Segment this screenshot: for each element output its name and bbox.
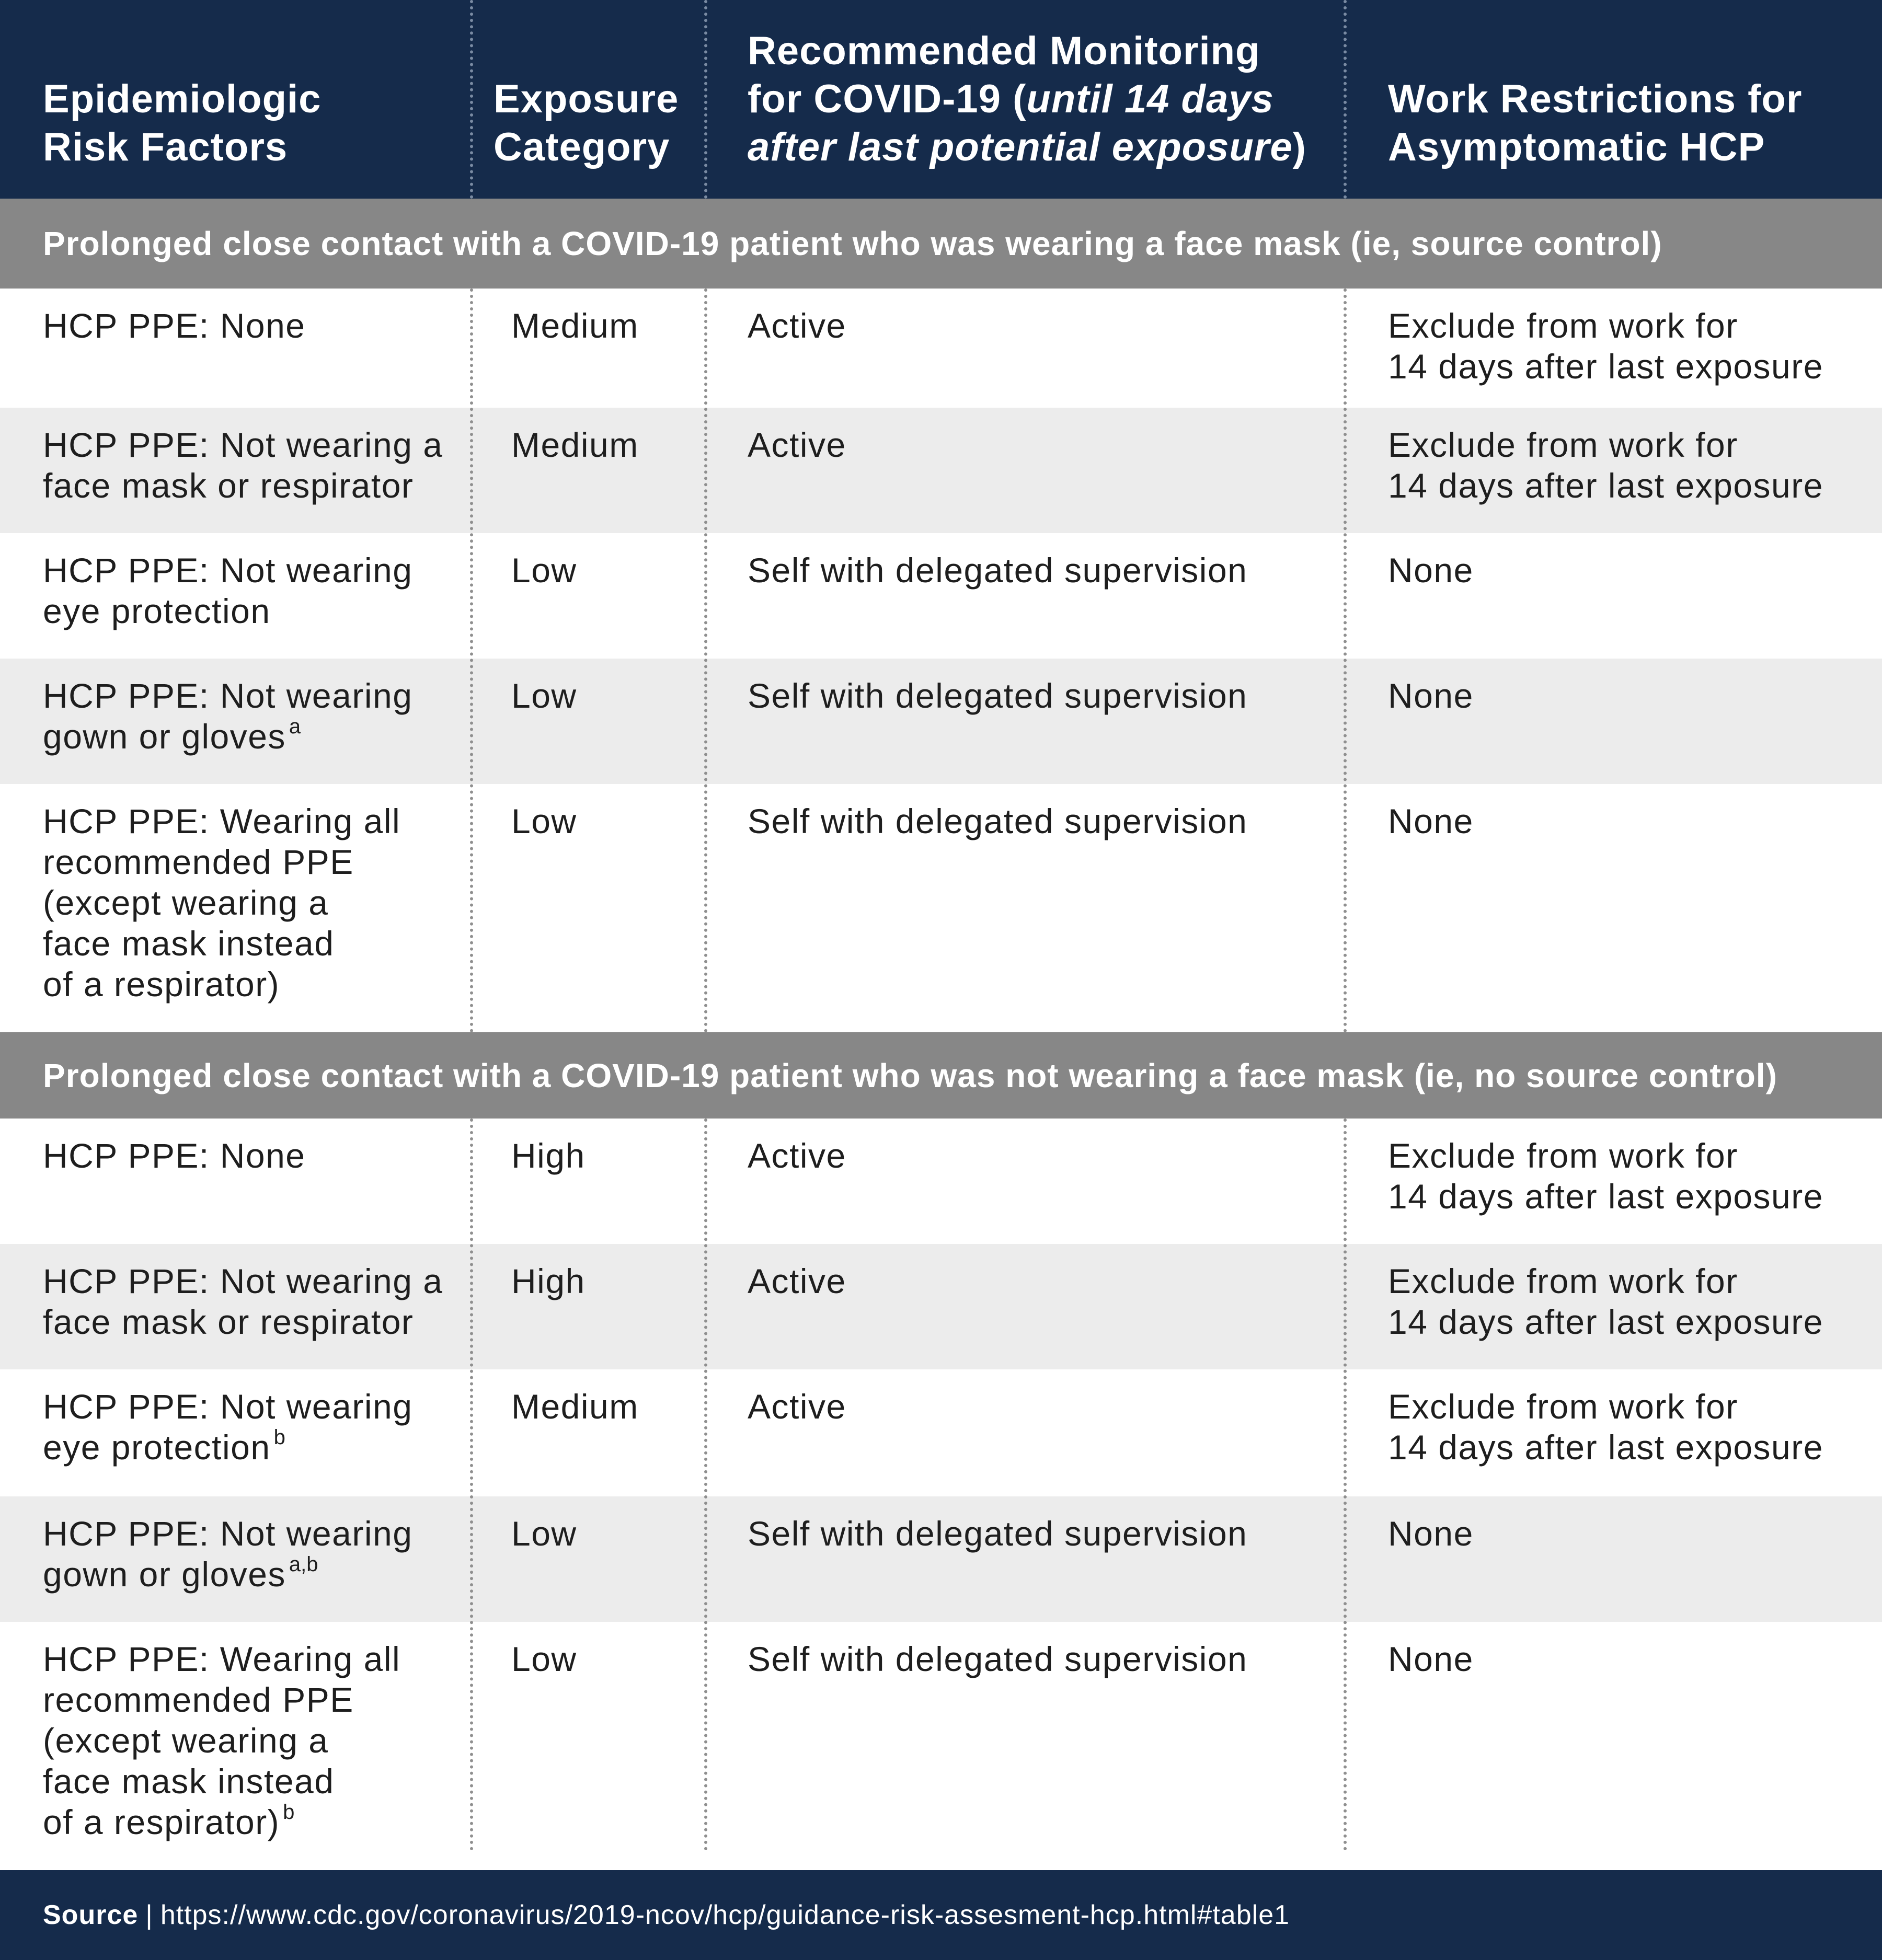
risk-factor-text: HCP PPE: Not wearing eye protection	[43, 551, 413, 630]
column-divider	[704, 289, 707, 1033]
risk-factor-cell	[0, 533, 472, 659]
monitoring-cell: Active	[748, 1262, 846, 1300]
source-footer	[0, 1870, 1882, 1960]
section-header: Prolonged close contact with a COVID-19 patient who was wearing a face mask (ie, source control)	[0, 199, 1882, 289]
exposure-category-cell: High	[511, 1262, 586, 1300]
source-label: Source	[43, 1900, 139, 1930]
risk-factor-text: HCP PPE: Not wearing gown or gloves	[43, 676, 413, 756]
table-header	[0, 0, 1882, 199]
work-restriction-cell: None	[1388, 802, 1474, 840]
exposure-category-cell: Medium	[511, 425, 639, 464]
work-restriction-cell: None	[1388, 551, 1474, 590]
risk-factor-cell	[0, 289, 472, 408]
column-divider	[1344, 1119, 1347, 1851]
work-restriction-cell: Exclude from work for 14 days after last exposure	[1388, 306, 1823, 386]
column-header-risk-factors: Epidemiologic Risk Factors	[43, 77, 322, 169]
table-row	[0, 1496, 1882, 1622]
column-divider	[704, 1119, 707, 1851]
section-header: Prolonged close contact with a COVID-19 patient who was not wearing a face mask (ie, no source control)	[0, 1032, 1882, 1119]
table-row	[0, 1244, 1882, 1369]
monitoring-cell: Self with delegated supervision	[748, 1514, 1248, 1553]
work-restriction-cell: Exclude from work for 14 days after last exposure	[1388, 1136, 1823, 1216]
exposure-category-cell: Low	[511, 551, 577, 590]
work-restriction-cell: Exclude from work for 14 days after last exposure	[1388, 1262, 1823, 1341]
column-header-recommended-monitoring: Recommended Monitoring for COVID-19 (until 14 days after last potential exposure)	[748, 29, 1306, 169]
monitoring-cell: Self with delegated supervision	[748, 551, 1248, 590]
table-row	[0, 533, 1882, 659]
source-url: https://www.cdc.gov/coronavirus/2019-ncov/hcp/guidance-risk-assesment-hcp.html#table1	[160, 1900, 1290, 1930]
work-restriction-cell: Exclude from work for 14 days after last exposure	[1388, 1387, 1823, 1467]
risk-factor-text: HCP PPE: Wearing all recommended PPE (except wearing a face mask instead of a respirator)	[43, 1640, 401, 1841]
column-divider	[470, 1119, 473, 1851]
monitoring-cell: Active	[748, 425, 846, 464]
footnote-marker: b	[283, 1801, 295, 1824]
table-row	[0, 1119, 1882, 1244]
exposure-category-cell: High	[511, 1136, 586, 1175]
monitoring-cell: Self with delegated supervision	[748, 676, 1248, 715]
exposure-category-cell: Medium	[511, 1387, 639, 1426]
monitoring-cell: Active	[748, 1136, 846, 1175]
risk-factor-text: HCP PPE: Not wearing eye protection	[43, 1387, 413, 1467]
risk-factor-cell	[0, 659, 472, 784]
header-column-divider	[704, 0, 707, 199]
header-column-divider	[470, 0, 473, 199]
risk-factor-text: HCP PPE: Wearing all recommended PPE (except wearing a face mask instead of a respirator)	[43, 802, 401, 1004]
source-separator: |	[145, 1900, 153, 1930]
exposure-category-cell: Low	[511, 1640, 577, 1678]
table-row	[0, 1369, 1882, 1496]
monitoring-cell: Active	[748, 1387, 846, 1426]
exposure-category-cell: Low	[511, 1514, 577, 1553]
monitoring-cell: Active	[748, 306, 846, 345]
table-row	[0, 1622, 1882, 1851]
work-restriction-cell: None	[1388, 1514, 1474, 1553]
table-row	[0, 659, 1882, 784]
risk-factor-text: HCP PPE: Not wearing gown or gloves	[43, 1514, 413, 1594]
table-row	[0, 784, 1882, 1033]
risk-factor-text: HCP PPE: None	[43, 306, 306, 345]
exposure-category-cell: Low	[511, 802, 577, 840]
risk-factor-text: HCP PPE: Not wearing a face mask or respirator	[43, 425, 443, 505]
risk-factor-cell	[0, 1622, 472, 1851]
risk-factor-cell	[0, 1119, 472, 1244]
footnote-marker: a,b	[289, 1553, 318, 1576]
work-restriction-cell: None	[1388, 1640, 1474, 1678]
risk-factor-cell	[0, 1496, 472, 1622]
work-restriction-cell: None	[1388, 676, 1474, 715]
column-divider	[470, 289, 473, 1033]
risk-factor-cell	[0, 408, 472, 533]
risk-factor-cell	[0, 784, 472, 1033]
footnote-marker: b	[273, 1426, 285, 1449]
table-row	[0, 408, 1882, 533]
footnote-marker: a	[289, 715, 301, 738]
exposure-category-cell: Medium	[511, 306, 639, 345]
exposure-category-cell: Low	[511, 676, 577, 715]
header-column-divider	[1344, 0, 1347, 199]
monitoring-cell: Self with delegated supervision	[748, 802, 1248, 840]
column-header-work-restrictions: Work Restrictions for Asymptomatic HCP	[1388, 77, 1803, 169]
risk-factor-text: HCP PPE: Not wearing a face mask or respirator	[43, 1262, 443, 1341]
risk-factor-cell	[0, 1244, 472, 1369]
monitoring-cell: Self with delegated supervision	[748, 1640, 1248, 1678]
table-row	[0, 289, 1882, 408]
work-restriction-cell: Exclude from work for 14 days after last exposure	[1388, 425, 1823, 505]
column-divider	[1344, 289, 1347, 1033]
risk-factor-cell	[0, 1369, 472, 1496]
risk-factor-text: HCP PPE: None	[43, 1136, 306, 1175]
column-header-exposure-category: Exposure Category	[494, 77, 679, 169]
